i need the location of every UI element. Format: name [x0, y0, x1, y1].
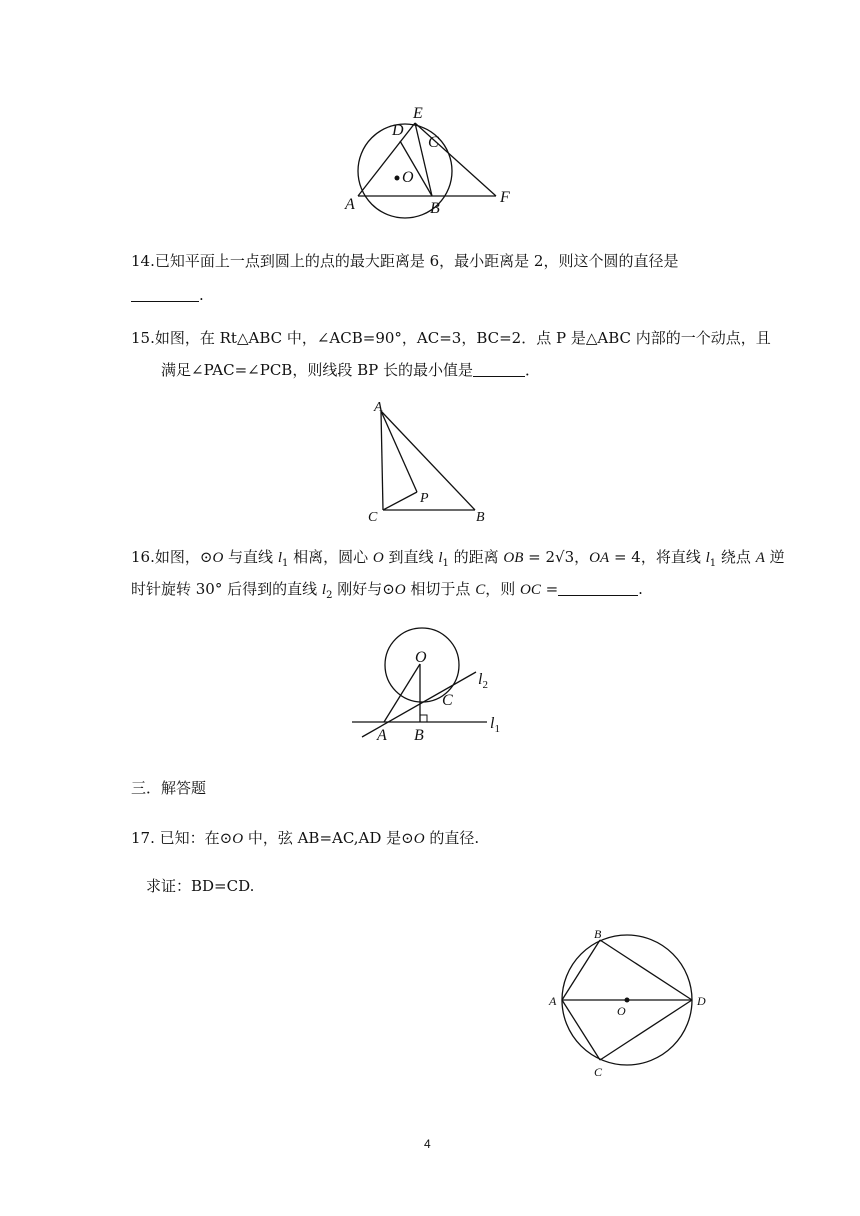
q16-text: 刚好与⊙: [332, 580, 395, 598]
line-bd: [600, 940, 692, 1000]
page-number-text: 4: [424, 1137, 431, 1151]
line-ap: [381, 411, 417, 492]
question-16-line2: [131, 578, 643, 607]
label-p: P: [420, 491, 429, 506]
q16-tail: .: [638, 580, 643, 598]
question-15-line2: [161, 359, 540, 381]
line-cp: [383, 492, 417, 510]
label-c: C: [368, 510, 378, 525]
math-eq: =: [540, 580, 559, 598]
label-b: B: [594, 927, 602, 941]
label-e: E: [413, 105, 423, 122]
section-heading: [131, 777, 206, 799]
label-b: B: [430, 200, 440, 217]
section-title: 三．解答题: [131, 779, 207, 797]
q17-text: 17. 已知：在⊙: [131, 829, 233, 847]
q17-text: 中，弦 AB=AC,AD 是⊙: [243, 829, 414, 847]
label-o: O: [402, 169, 414, 186]
label-b: B: [476, 510, 485, 525]
question-15-line1: [131, 327, 771, 349]
math-o: O: [372, 550, 384, 566]
page-number: [424, 1133, 431, 1155]
math-sub: 1: [442, 558, 449, 569]
math-a: A: [755, 550, 765, 566]
q16-text: 到直线: [383, 548, 439, 566]
math-sub: 1: [282, 558, 289, 569]
figure-right-triangle: [360, 392, 500, 527]
center-dot: [625, 998, 630, 1003]
label-l2: $l_2$: [478, 671, 488, 691]
figure-circle-diameter: [540, 920, 715, 1085]
line-ac: [562, 1000, 600, 1060]
answer-blank: [473, 362, 525, 377]
question-17-line1: [131, 827, 479, 850]
answer-blank: [131, 287, 199, 302]
math-o: O: [232, 831, 244, 847]
q16-text: 相离，圆心: [288, 548, 373, 566]
q15-tail: ．: [524, 361, 540, 379]
label-a: A: [549, 994, 557, 1008]
q16-text: 的距离: [448, 548, 504, 566]
q16-text: 绕点: [716, 548, 756, 566]
q16-text: ，: [574, 548, 590, 566]
label-a: A: [377, 727, 387, 744]
center-dot: [395, 176, 400, 181]
math-l: l: [277, 550, 282, 566]
math-sub: 1: [709, 558, 717, 569]
q15-line1: 15.如图，在 Rt△ABC 中，∠ACB=90°，AC=3，BC=2．点 P 是△ABC 内部的一个动点，且: [131, 329, 771, 347]
q16-text: 相切于点: [405, 580, 476, 598]
q16-text: ，将直线: [640, 548, 706, 566]
line-oa: [384, 664, 420, 722]
label-c: C: [442, 692, 453, 709]
q16-text: 逆: [764, 548, 785, 566]
q14-text: 14.已知平面上一点到圆上的点的最大距离是 6，最小距离是 2，则这个圆的直径是: [131, 252, 679, 270]
q16-text: 与直线: [223, 548, 278, 566]
math-l: l: [705, 550, 710, 566]
label-l1: $l_1$: [490, 715, 500, 735]
question-16-line1: [131, 546, 785, 575]
math-oc: OC: [519, 582, 541, 598]
math-o: O: [394, 582, 406, 598]
label-b: B: [414, 727, 424, 744]
label-o: O: [617, 1004, 626, 1018]
math-o: O: [413, 831, 425, 847]
math-o: O: [212, 550, 224, 566]
math-oa: OA: [589, 550, 610, 566]
q16-text: 16.如图，⊙: [131, 548, 213, 566]
math-sub: 2: [326, 590, 333, 601]
q17-text: 的直径.: [424, 829, 480, 847]
math-c: C: [475, 582, 486, 598]
label-c: C: [428, 134, 439, 151]
line-ac: [381, 411, 383, 510]
label-f: F: [500, 189, 510, 206]
line-ab: [562, 940, 600, 1000]
right-angle-mark: [420, 715, 427, 722]
q17-proof-statement: 求证：BD=CD.: [146, 877, 255, 895]
math-ob: OB: [503, 550, 524, 566]
question-14: [131, 250, 678, 272]
question-17-line2: [146, 875, 254, 897]
answer-blank: [558, 581, 638, 596]
line-cd: [600, 1000, 692, 1060]
label-c: C: [594, 1065, 603, 1079]
math-l: l: [321, 582, 327, 598]
q16-text: ，则: [485, 580, 520, 598]
q16-text: 时针旋转 30° 后得到的直线: [131, 580, 322, 598]
label-d: D: [697, 994, 706, 1008]
figure-circle-triangle: [340, 100, 520, 220]
label-d: D: [392, 122, 404, 139]
math-l: l: [438, 550, 443, 566]
question-14-answer: [131, 284, 204, 306]
figure-tangent-line: [345, 620, 515, 745]
label-o: O: [415, 649, 427, 666]
math-value: = 2√3: [523, 548, 575, 566]
q15-line2: 满足∠PAC=∠PCB，则线段 BP 长的最小值是: [161, 361, 473, 379]
math-value: = 4: [609, 548, 641, 566]
q14-tail: .: [199, 286, 204, 304]
label-a: A: [374, 400, 383, 415]
label-a: A: [345, 196, 355, 213]
